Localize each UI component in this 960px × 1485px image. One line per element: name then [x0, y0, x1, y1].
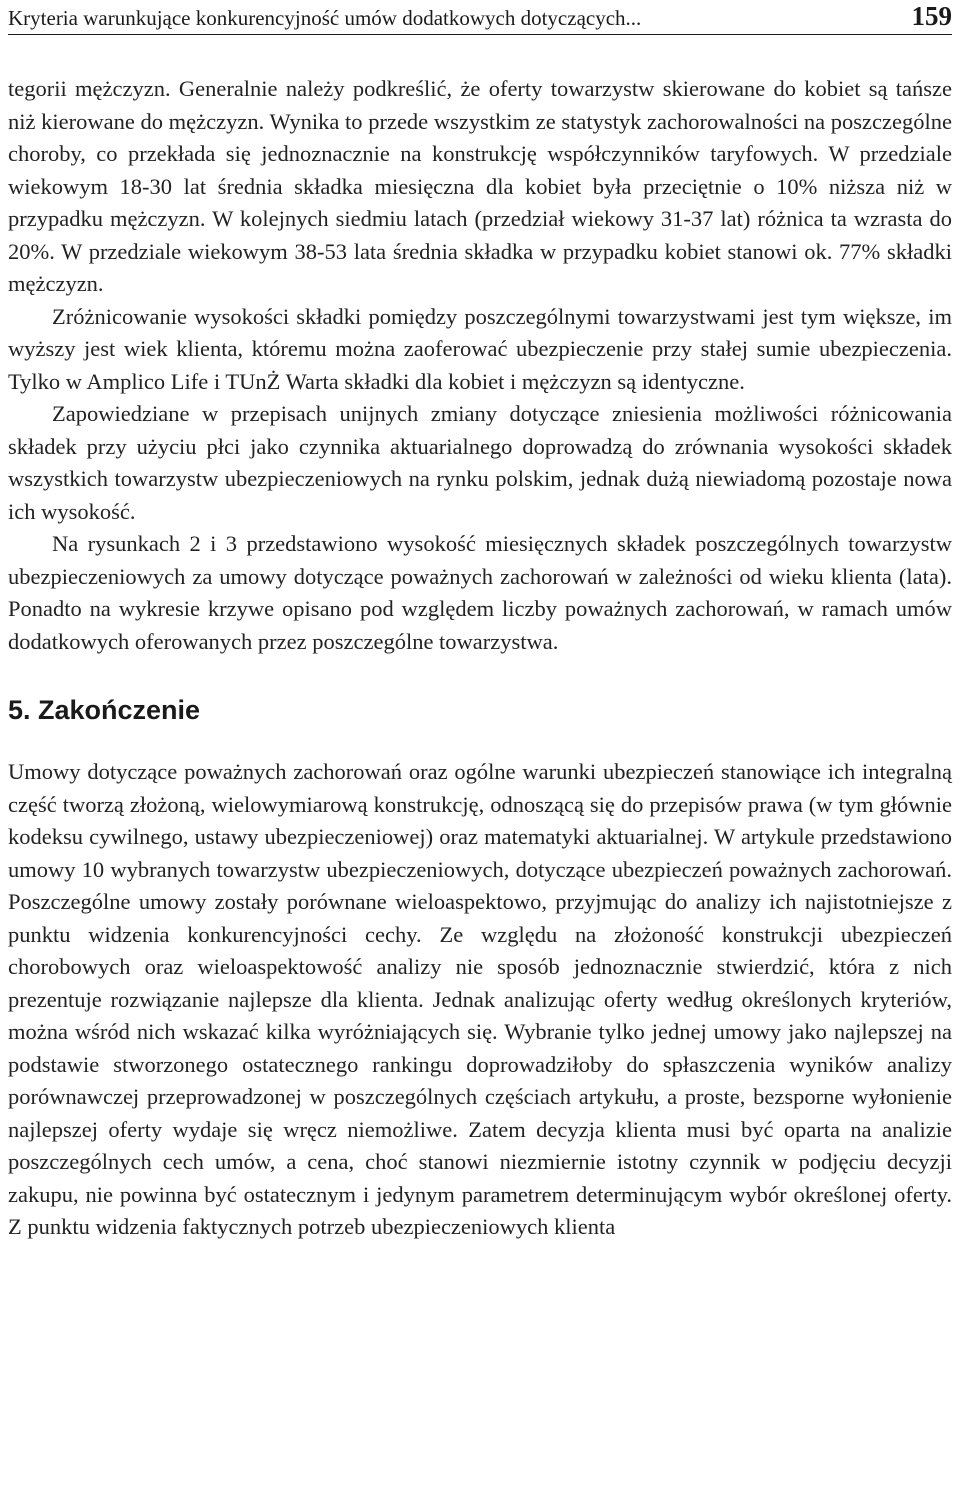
section-heading: 5. Zakończenie — [8, 695, 201, 725]
paragraph-continuation: tegorii mężczyzn. Generalnie należy podkreślić, że oferty towarzystw skierowane do kobiet są tańsze niż kierowane do mężczyzn. Wynika to przede wszystkim ze statystyk zachorowalności na poszczególne choroby, co przekłada się jednoznacznie na konstrukcję współczynników taryfowych. W przedziale wiekowym 18-30 lat średnia składka miesięczna dla kobiet była przeciętnie o 10% niższa niż w przypadku mężczyzn. W kolejnych siedmiu latach (przedział wiekowy 31-37 lat) różnica ta wzrasta do 20%. W przedziale wiekowym 38-53 lata średnia składka w przypadku kobiet stanowi ok. 77% składki mężczyzn. — [8, 76, 952, 296]
paragraph: Zróżnicowanie wysokości składki pomiędzy poszczególnymi towarzystwami jest tym większe, im wyższy jest wiek klienta, któremu można zaoferować ubezpieczenie przy stałej sumie ubezpieczenia. Tylko w Amplico Life i TUnŻ Warta składki dla kobiet i mężczyzn są identyczne. — [8, 303, 952, 394]
page-number: 159 — [911, 1, 952, 31]
section-paragraph: Umowy dotyczące poważnych zachorowań oraz ogólne warunki ubezpieczeń stanowiące ich integralną część tworzą złożoną, wielowymiarową konstrukcję, odnoszącą się do przepisów prawa (w tym głównie kodeksu cywilnego, ustawy ubezpieczeniowej) oraz matematyki aktuarialnej. W artykule przedstawiono umowy 10 wybranych towarzystw ubezpieczeniowych, dotyczące ubezpieczeń poważnych zachorowań. Poszczególne umowy zostały porównane wieloaspektowo, przyjmując do analizy ich najistotniejsze z punktu widzenia konkurencyjności cechy. Ze względu na złożoność konstrukcji ubezpieczeń chorobowych oraz wieloaspektowość analizy nie sposób jednoznacznie stwierdzić, która z nich prezentuje rozwiązanie najlepsze dla klienta. Jednak analizując oferty według określonych kryteriów, można wśród nich wskazać kilka wyróżniających się. Wybranie tylko jednej umowy jako najlepszej na podstawie stworzonego ostatecznego rankingu doprowadziłoby do spłaszczenia wyników analizy porównawczej przeprowadzonej w poszczególnych częściach artykułu, a proste, bezsporne wyłonienie najlepszej oferty wydaje się wręcz niemożliwe. Zatem decyzja klienta musi być oparta na analizie poszczególnych cech umów, a cena, choć stanowi niezmiernie istotny czynnik w podjęciu decyzji zakupu, nie powinna być ostatecznym i jedynym parametrem determinującym wybór określonej oferty. Z punktu widzenia faktycznych potrzeb ubezpieczeniowych klienta — [8, 759, 952, 1239]
body-text — [8, 73, 952, 1244]
running-title: Kryteria warunkujące konkurencyjność umów dodatkowych dotyczących... — [8, 6, 642, 30]
running-header — [8, 0, 952, 35]
paragraph: Zapowiedziane w przepisach unijnych zmiany dotyczące zniesienia możliwości różnicowania składek przy użyciu płci jako czynnika aktuarialnego doprowadzą do zrównania wysokości składek wszystkich towarzystw ubezpieczeniowych na rynku polskim, jednak dużą niewiadomą pozostaje nowa ich wysokość. — [8, 401, 952, 524]
paragraph: Na rysunkach 2 i 3 przedstawiono wysokość miesięcznych składek poszczególnych towarzystw ubezpieczeniowych za umowy dotyczące poważnych zachorowań w zależności od wieku klienta (lata). Ponadto na wykresie krzywe opisano pod względem liczby poważnych zachorowań, w ramach umów dodatkowych oferowanych przez poszczególne towarzystwa. — [8, 531, 952, 654]
